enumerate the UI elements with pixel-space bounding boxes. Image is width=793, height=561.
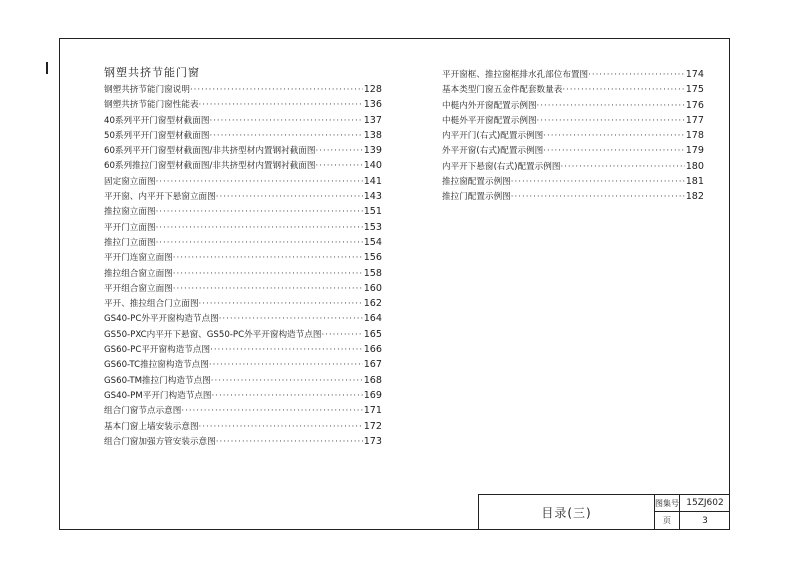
toc-entry-title: GS40-PC外平开窗构造节点图 bbox=[104, 314, 219, 325]
toc-entry bbox=[104, 419, 382, 434]
toc-entry bbox=[442, 98, 704, 113]
toc-entry-title: GS60-TC推拉窗构造节点图 bbox=[104, 360, 209, 371]
toc-entry bbox=[104, 235, 382, 250]
toc-entry-title: 内平开门(右式)配置示例图 bbox=[442, 131, 544, 142]
toc-entry-page: 160 bbox=[363, 282, 382, 294]
toc-entry-page: 128 bbox=[363, 84, 382, 95]
toc-entry-title: 推拉窗立面图 bbox=[104, 207, 156, 218]
toc-leader-dots bbox=[199, 297, 363, 312]
title-block bbox=[478, 494, 730, 530]
toc-entry bbox=[104, 296, 382, 311]
toc-leader-dots bbox=[209, 129, 362, 144]
toc-entry bbox=[104, 82, 382, 97]
toc-entry-page: 164 bbox=[363, 313, 382, 325]
toc-entry bbox=[104, 220, 382, 235]
toc-entry bbox=[104, 266, 382, 281]
toc-entry-title: 推拉门立面图 bbox=[104, 237, 156, 248]
sheet-title: 目录(三) bbox=[479, 495, 655, 529]
toc-entry-page: 140 bbox=[363, 160, 382, 172]
toc-entry-title: 外平开窗(右式)配置示例图 bbox=[442, 146, 544, 157]
toc-entry-page: 166 bbox=[363, 344, 382, 356]
toc-entry bbox=[104, 311, 382, 326]
toc-entry-page: 154 bbox=[363, 236, 382, 248]
toc-entry bbox=[104, 143, 382, 158]
toc-leader-dots bbox=[156, 205, 363, 220]
toc-entry bbox=[442, 174, 704, 189]
toc-entry bbox=[104, 128, 382, 143]
toc-leader-dots bbox=[173, 251, 363, 266]
toc-entry bbox=[104, 403, 382, 418]
toc-leader-dots bbox=[156, 175, 363, 190]
toc-entry bbox=[104, 281, 382, 296]
toc-leader-dots bbox=[543, 129, 684, 144]
toc-entry-page: 156 bbox=[363, 252, 382, 264]
atlas-number-label: 图集号 bbox=[655, 495, 680, 512]
toc-leader-dots bbox=[537, 114, 685, 129]
toc-leader-dots bbox=[210, 343, 363, 358]
toc-entry bbox=[442, 67, 704, 82]
page-number-value: 3 bbox=[702, 515, 708, 526]
toc-leader-dots bbox=[511, 190, 685, 205]
toc-entry-title: 推拉窗配置示例图 bbox=[442, 177, 511, 188]
toc-leader-dots bbox=[173, 267, 363, 282]
toc-entry-title: 中梃内外开窗配置示例图 bbox=[442, 100, 537, 111]
toc-entry-title: GS50-PXC内平开下悬窗、GS50-PC外平开窗构造节点图 bbox=[104, 329, 322, 340]
toc-entry-page: 180 bbox=[685, 160, 704, 172]
toc-entry-title: GS40-PM平开门构造节点图 bbox=[104, 390, 212, 401]
toc-entry-page: 173 bbox=[363, 435, 382, 447]
toc-entry bbox=[104, 189, 382, 204]
toc-leader-dots bbox=[199, 98, 363, 113]
toc-entry-title: 60系列推拉门窗型材截面图/非共挤型材内置钢衬截面图 bbox=[104, 161, 316, 172]
toc-entry-title: 基本门窗上墙安装示意图 bbox=[104, 421, 199, 432]
toc-entry-title: 平开窗、内平开下悬窗立面图 bbox=[104, 192, 216, 203]
toc-entry bbox=[104, 434, 382, 449]
toc-leader-dots bbox=[537, 99, 685, 114]
toc-entry bbox=[442, 82, 704, 97]
toc-entry-page: 162 bbox=[363, 298, 382, 310]
toc-leader-dots bbox=[560, 160, 684, 175]
toc-entry bbox=[442, 143, 704, 158]
binding-mark bbox=[46, 62, 52, 74]
toc-entry-page: 153 bbox=[363, 221, 382, 233]
toc-leader-dots bbox=[216, 190, 363, 205]
toc-leader-dots bbox=[543, 144, 684, 159]
toc-entry-page: 179 bbox=[685, 145, 704, 157]
toc-leader-dots bbox=[173, 282, 363, 297]
toc-entry-title: 平开、推拉组合门立面图 bbox=[104, 299, 199, 310]
toc-entry bbox=[104, 97, 382, 112]
toc-leader-dots bbox=[209, 114, 362, 129]
toc-entry-title: 60系列平开门窗型材截面图/非共挤型材内置钢衬截面图 bbox=[104, 146, 316, 157]
toc-entry bbox=[104, 250, 382, 265]
toc-entry-page: 167 bbox=[363, 359, 382, 371]
toc-entry-page: 169 bbox=[363, 389, 382, 401]
toc-entry bbox=[442, 189, 704, 204]
toc-entry-title: 平开窗框、推拉窗框排水孔部位布置图 bbox=[442, 70, 589, 80]
toc-entry-page: 174 bbox=[685, 69, 704, 80]
toc-entry-title: 推拉组合窗立面图 bbox=[104, 268, 173, 279]
toc-entry-title: 40系列平开门窗型材截面图 bbox=[104, 115, 210, 126]
toc-leader-dots bbox=[190, 83, 363, 98]
toc-leader-dots bbox=[156, 221, 363, 236]
toc-entry bbox=[104, 174, 382, 189]
toc-leader-dots bbox=[316, 159, 363, 174]
toc-entry-page: 139 bbox=[363, 145, 382, 157]
toc-entry bbox=[104, 204, 382, 219]
toc-entry bbox=[104, 342, 382, 357]
toc-leader-dots bbox=[511, 175, 685, 190]
toc-column-left bbox=[104, 82, 382, 449]
toc-entry-page: 158 bbox=[363, 267, 382, 279]
toc-leader-dots bbox=[321, 328, 362, 343]
toc-entry-title: 钢塑共挤节能门窗性能表 bbox=[104, 100, 199, 111]
toc-entry-title: 平开门立面图 bbox=[104, 222, 156, 233]
toc-entry-page: 165 bbox=[363, 328, 382, 340]
toc-entry-page: 177 bbox=[685, 114, 704, 126]
toc-entry-page: 181 bbox=[685, 176, 704, 188]
toc-entry-title: 固定窗立面图 bbox=[104, 176, 156, 187]
toc-entry bbox=[442, 159, 704, 174]
toc-entry-title: 基本类型门窗五金件配套数量表 bbox=[442, 85, 563, 96]
toc-entry-page: 175 bbox=[685, 84, 704, 96]
toc-entry-page: 178 bbox=[685, 130, 704, 142]
toc-entry-title: 推拉门配置示例图 bbox=[442, 192, 511, 203]
toc-leader-dots bbox=[316, 144, 363, 159]
toc-leader-dots bbox=[216, 435, 363, 450]
toc-leader-dots bbox=[588, 68, 685, 83]
toc-entry-page: 176 bbox=[685, 99, 704, 111]
toc-leader-dots bbox=[212, 389, 363, 404]
toc-entry-title: 平开组合窗立面图 bbox=[104, 283, 173, 294]
toc-entry bbox=[104, 373, 382, 388]
toc-entry bbox=[104, 327, 382, 342]
section-heading: 钢塑共挤节能门窗 bbox=[104, 66, 200, 79]
toc-entry-title: 中梃外平开窗配置示例图 bbox=[442, 115, 537, 126]
toc-entry-page: 138 bbox=[363, 129, 382, 141]
toc-entry-title: GS60-PC平开窗构造节点图 bbox=[104, 345, 211, 356]
page-label: 页 bbox=[655, 512, 680, 529]
toc-entry bbox=[442, 113, 704, 128]
toc-entry-page: 137 bbox=[363, 114, 382, 126]
toc-entry-title: GS60-TM推拉门构造节点图 bbox=[104, 375, 211, 386]
toc-entry-page: 151 bbox=[363, 206, 382, 218]
toc-leader-dots bbox=[211, 374, 363, 389]
toc-entry-page: 136 bbox=[363, 99, 382, 111]
toc-entry bbox=[104, 113, 382, 128]
toc-entry-title: 内平开下悬窗(右式)配置示例图 bbox=[442, 161, 561, 172]
toc-entry-page: 141 bbox=[363, 175, 382, 187]
toc-entry-page: 168 bbox=[363, 374, 382, 386]
toc-entry-title: 组合门窗加强方管安装示意图 bbox=[104, 436, 216, 447]
toc-entry bbox=[104, 388, 382, 403]
toc-entry-title: 钢塑共挤节能门窗说明 bbox=[104, 85, 190, 95]
toc-leader-dots bbox=[219, 312, 363, 327]
toc-entry bbox=[104, 158, 382, 173]
toc-leader-dots bbox=[181, 404, 362, 419]
toc-entry-title: 平开门连窗立面图 bbox=[104, 253, 173, 264]
toc-leader-dots bbox=[562, 83, 684, 98]
toc-entry-page: 143 bbox=[363, 191, 382, 203]
toc-leader-dots bbox=[199, 420, 363, 435]
toc-entry-page: 171 bbox=[363, 405, 382, 417]
toc-entry bbox=[442, 128, 704, 143]
toc-leader-dots bbox=[156, 236, 363, 251]
toc-entry bbox=[104, 357, 382, 372]
toc-leader-dots bbox=[209, 358, 363, 373]
toc-column-right bbox=[442, 67, 704, 205]
atlas-number-value: 15ZJ602 bbox=[680, 495, 730, 512]
toc-entry-page: 172 bbox=[363, 420, 382, 432]
toc-entry-page: 182 bbox=[685, 191, 704, 203]
toc-entry-title: 组合门窗节点示意图 bbox=[104, 406, 182, 417]
toc-entry-title: 50系列平开门窗型材截面图 bbox=[104, 130, 210, 141]
